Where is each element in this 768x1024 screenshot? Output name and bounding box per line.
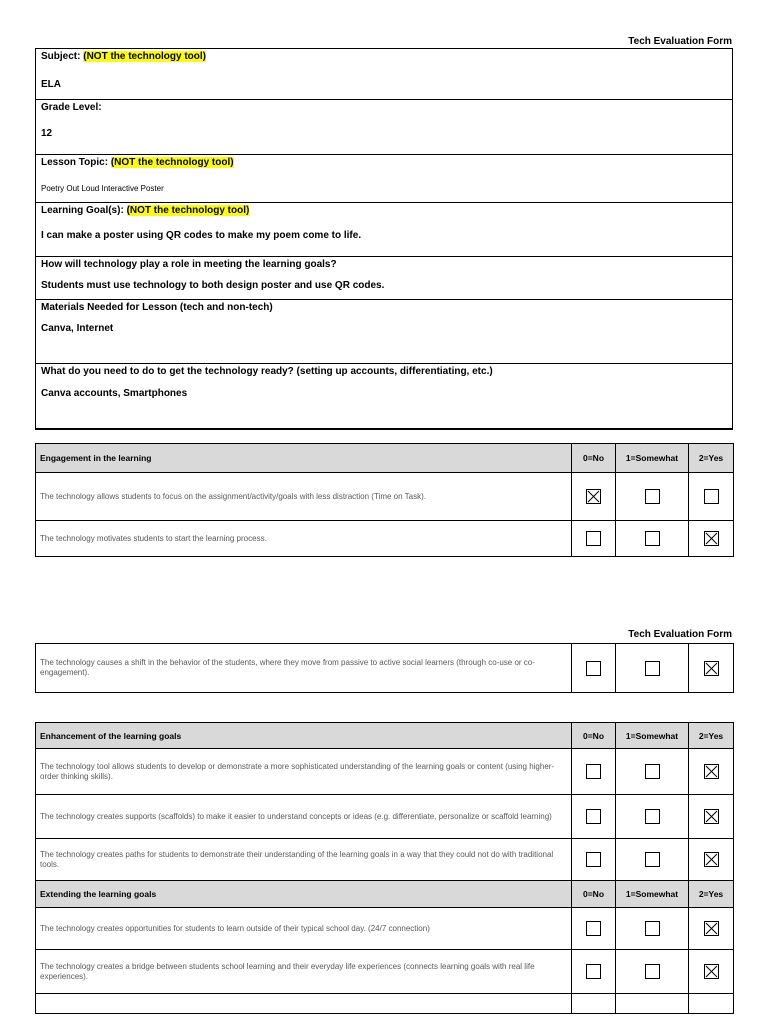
checkbox-somewhat[interactable] bbox=[645, 531, 660, 546]
criterion-text: The technology creates a bridge between students school learning and their everyday life experiences (connects learning goals with real life experiences). bbox=[36, 950, 572, 994]
x-mark-icon bbox=[705, 853, 718, 866]
criterion-text: The technology tool allows students to develop or demonstrate a more sophisticated understanding of the learning goals or content (using higher-order thinking skills). bbox=[36, 749, 572, 795]
checkbox-somewhat[interactable] bbox=[645, 921, 660, 936]
criterion-text: The technology causes a shift in the behavior of the students, where they move from passive to active social learners (through co-use or co-engagement). bbox=[36, 644, 572, 693]
subject-label: Subject: bbox=[41, 51, 81, 62]
col-somewhat: 1=Somewhat bbox=[616, 444, 689, 473]
form-title: Tech Evaluation Form bbox=[628, 36, 732, 47]
table-row bbox=[36, 839, 734, 881]
checkbox-yes[interactable] bbox=[704, 661, 719, 676]
table-row bbox=[36, 908, 734, 950]
engagement-header-row bbox=[36, 444, 734, 473]
criterion-text: The technology creates opportunities for students to learn outside of their typical school day. (24/7 connection) bbox=[36, 908, 572, 950]
rating-cell-yes bbox=[689, 521, 734, 557]
table-row bbox=[36, 644, 734, 693]
goals-note: (NOT the technology tool) bbox=[126, 205, 250, 216]
x-mark-icon bbox=[705, 965, 718, 978]
engagement-cont-table bbox=[35, 643, 734, 693]
criterion-text: The technology allows students to focus on the assignment/activity/goals with less distraction (Time on Task). bbox=[36, 473, 572, 521]
goals-value: I can make a poster using QR codes to make my poem come to life. bbox=[41, 230, 362, 241]
lesson-info-table bbox=[35, 48, 733, 430]
table-row bbox=[36, 521, 734, 557]
col-no: 0=No bbox=[572, 881, 616, 908]
checkbox-no[interactable] bbox=[586, 852, 601, 867]
rating-cell-yes bbox=[689, 908, 734, 950]
col-somewhat: 1=Somewhat bbox=[616, 723, 689, 749]
materials-row bbox=[36, 300, 732, 364]
table-row bbox=[36, 749, 734, 795]
table-row bbox=[36, 950, 734, 994]
x-mark-icon bbox=[705, 922, 718, 935]
rating-cell-no bbox=[572, 644, 616, 693]
materials-label: Materials Needed for Lesson (tech and non-tech) bbox=[41, 302, 273, 313]
checkbox-yes[interactable] bbox=[704, 921, 719, 936]
checkbox-no[interactable] bbox=[586, 809, 601, 824]
rating-cell-no bbox=[572, 839, 616, 881]
rating-cell-somewhat bbox=[616, 795, 689, 839]
enhancement-table bbox=[35, 722, 734, 1014]
x-mark-icon bbox=[705, 532, 718, 545]
rating-cell-no bbox=[572, 908, 616, 950]
rating-cell-somewhat bbox=[616, 749, 689, 795]
rating-cell-yes bbox=[689, 749, 734, 795]
rating-cell-yes bbox=[689, 473, 734, 521]
rating-cell-somewhat bbox=[616, 908, 689, 950]
col-no: 0=No bbox=[572, 723, 616, 749]
x-mark-icon bbox=[705, 810, 718, 823]
criterion-text: The technology creates supports (scaffolds) to make it easier to understand concepts or ideas (e.g. differentiate, personalize or scaffold learning) bbox=[36, 795, 572, 839]
rating-cell-somewhat bbox=[616, 839, 689, 881]
checkbox-no[interactable] bbox=[586, 531, 601, 546]
rating-cell-no bbox=[572, 749, 616, 795]
checkbox-yes[interactable] bbox=[704, 531, 719, 546]
checkbox-no[interactable] bbox=[586, 661, 601, 676]
rating-cell-yes bbox=[689, 839, 734, 881]
checkbox-no[interactable] bbox=[586, 921, 601, 936]
checkbox-somewhat[interactable] bbox=[645, 809, 660, 824]
grade-value: 12 bbox=[41, 128, 53, 139]
x-mark-icon bbox=[587, 490, 600, 503]
table-row-partial bbox=[36, 994, 734, 1014]
criterion-text: The technology motivates students to start the learning process. bbox=[36, 521, 572, 557]
rating-cell-no bbox=[572, 521, 616, 557]
ready-answer: Canva accounts, Smartphones bbox=[41, 388, 188, 399]
rating-cell-somewhat bbox=[616, 521, 689, 557]
enhancement-header-row bbox=[36, 723, 734, 749]
checkbox-no[interactable] bbox=[586, 764, 601, 779]
topic-note: (NOT the technology tool) bbox=[110, 157, 234, 168]
topic-label-line bbox=[41, 157, 727, 169]
subject-label-line bbox=[41, 51, 727, 63]
extending-header-row bbox=[36, 881, 734, 908]
topic-value: Poetry Out Loud Interactive Poster bbox=[41, 184, 164, 193]
checkbox-yes[interactable] bbox=[704, 852, 719, 867]
engagement-table bbox=[35, 443, 734, 557]
role-question: How will technology play a role in meeting the learning goals? bbox=[41, 259, 337, 270]
table-row bbox=[36, 473, 734, 521]
goals-row bbox=[36, 203, 732, 257]
rating-cell-no bbox=[572, 473, 616, 521]
x-mark-icon bbox=[705, 765, 718, 778]
goals-label-line bbox=[41, 205, 727, 217]
checkbox-no[interactable] bbox=[586, 964, 601, 979]
criterion-text: The technology creates paths for students to demonstrate their understanding of the learning goals in a way that they could not do with traditional tools. bbox=[36, 839, 572, 881]
subject-row bbox=[36, 49, 732, 100]
ready-row bbox=[36, 364, 732, 428]
rating-cell-somewhat bbox=[616, 473, 689, 521]
checkbox-yes[interactable] bbox=[704, 964, 719, 979]
engagement-header: Engagement in the learning bbox=[36, 444, 572, 473]
enhancement-header: Enhancement of the learning goals bbox=[36, 723, 572, 749]
ready-question: What do you need to do to get the technology ready? (setting up accounts, differentiating, etc.) bbox=[41, 366, 493, 377]
checkbox-somewhat[interactable] bbox=[645, 964, 660, 979]
col-no: 0=No bbox=[572, 444, 616, 473]
topic-label: Lesson Topic: bbox=[41, 157, 109, 168]
topic-row bbox=[36, 155, 732, 203]
subject-value: ELA bbox=[41, 79, 61, 90]
col-yes: 2=Yes bbox=[689, 723, 734, 749]
x-mark-icon bbox=[705, 662, 718, 675]
subject-note: (NOT the technology tool) bbox=[83, 51, 206, 62]
checkbox-somewhat[interactable] bbox=[645, 852, 660, 867]
checkbox-yes[interactable] bbox=[704, 809, 719, 824]
role-row bbox=[36, 257, 732, 300]
role-answer: Students must use technology to both design poster and use QR codes. bbox=[41, 280, 385, 291]
rating-cell-yes bbox=[689, 950, 734, 994]
col-yes: 2=Yes bbox=[689, 881, 734, 908]
rating-cell-somewhat bbox=[616, 950, 689, 994]
form-title-page2: Tech Evaluation Form bbox=[628, 629, 732, 640]
materials-value: Canva, Internet bbox=[41, 323, 114, 334]
grade-row bbox=[36, 100, 732, 155]
checkbox-somewhat[interactable] bbox=[645, 764, 660, 779]
checkbox-no[interactable] bbox=[586, 489, 601, 504]
col-yes: 2=Yes bbox=[689, 444, 734, 473]
rating-cell-yes bbox=[689, 644, 734, 693]
rating-cell-no bbox=[572, 950, 616, 994]
rating-cell-no bbox=[572, 795, 616, 839]
grade-label: Grade Level: bbox=[41, 102, 102, 113]
checkbox-somewhat[interactable] bbox=[645, 661, 660, 676]
extending-header: Extending the learning goals bbox=[36, 881, 572, 908]
rating-cell-yes bbox=[689, 795, 734, 839]
col-somewhat: 1=Somewhat bbox=[616, 881, 689, 908]
checkbox-yes[interactable] bbox=[704, 764, 719, 779]
table-row bbox=[36, 795, 734, 839]
checkbox-somewhat[interactable] bbox=[645, 489, 660, 504]
rating-cell-somewhat bbox=[616, 644, 689, 693]
checkbox-yes[interactable] bbox=[704, 489, 719, 504]
goals-label: Learning Goal(s): bbox=[41, 205, 124, 216]
